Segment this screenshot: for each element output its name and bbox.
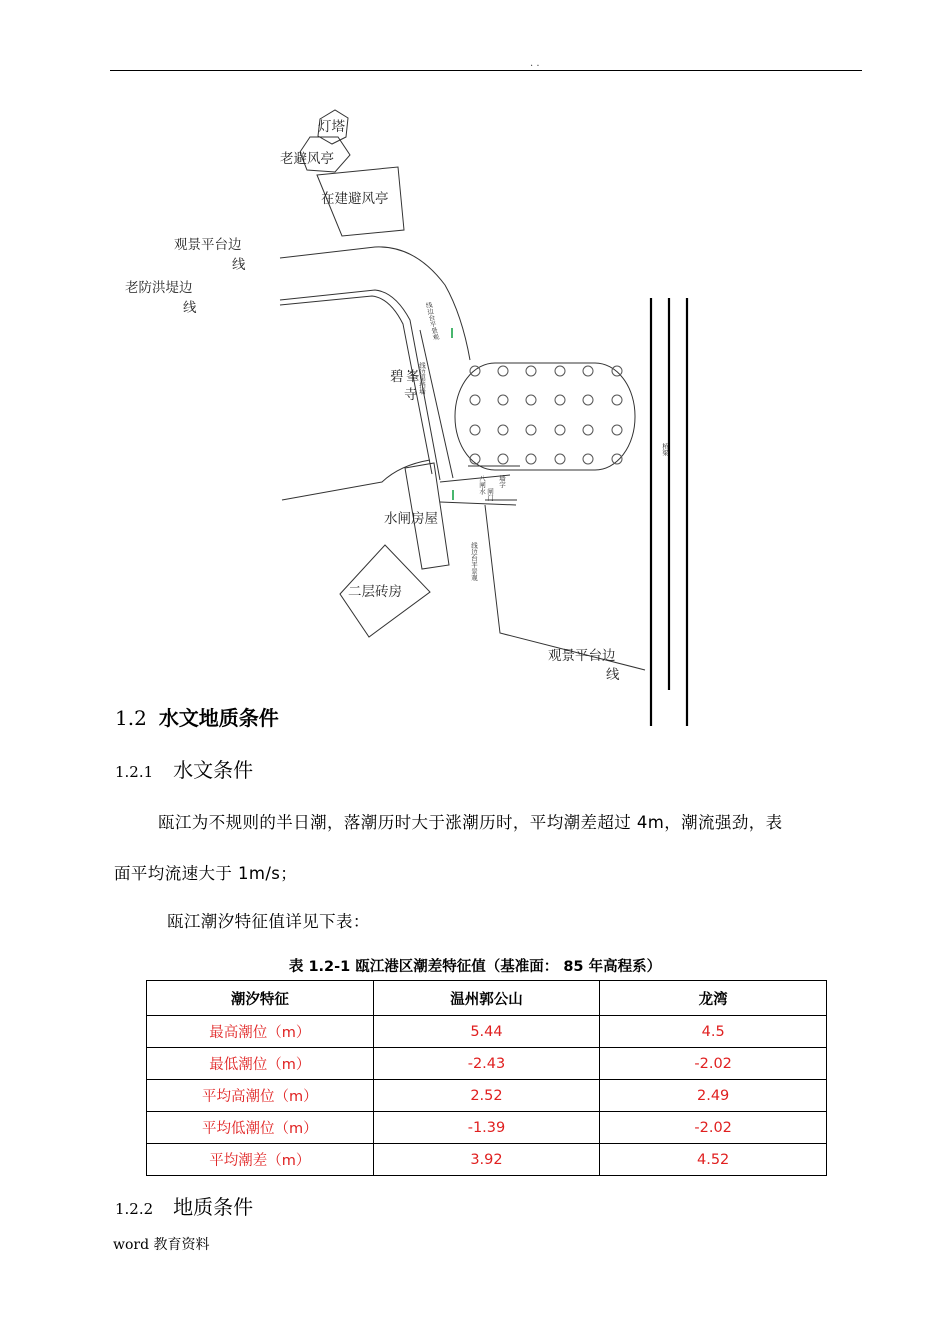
- table-cell: 4.5: [600, 1016, 827, 1048]
- platform-edge-upper: [280, 247, 470, 360]
- label-vertical-1: 线边台平景观: [424, 301, 441, 341]
- section-heading: [115, 702, 279, 731]
- subsection-heading-1: [115, 754, 253, 783]
- table-cell: -2.02: [600, 1048, 827, 1080]
- footer-text: word 教育资料: [113, 1237, 210, 1253]
- label-brick-house: 二层砖房: [348, 584, 402, 600]
- table-cell: 最低潮位（m）: [147, 1048, 374, 1080]
- old-dike-line: [280, 290, 440, 480]
- table-cell: 3.92: [373, 1144, 600, 1176]
- table-row: [147, 1144, 827, 1176]
- header-rule: [110, 70, 862, 71]
- table-cell: 4.52: [600, 1144, 827, 1176]
- label-platform-edge-2: 观景平台边: [548, 648, 616, 664]
- subsection-heading-2: [115, 1191, 253, 1220]
- table-cell: -2.43: [373, 1048, 600, 1080]
- platform-edge-lower: [485, 505, 645, 670]
- paragraph-2: 瓯江潮汐特征值详见下表：: [167, 912, 370, 931]
- section-number: 1.2: [115, 706, 147, 730]
- channel-line-4: [440, 502, 516, 505]
- table-header-row: [147, 981, 827, 1016]
- label-temple-3: 寺: [404, 387, 418, 403]
- table-row: [147, 1080, 827, 1112]
- label-vertical-6: 线边台平景观: [470, 542, 478, 581]
- label-old-dike-b: 线: [183, 300, 197, 316]
- table-row: [147, 1048, 827, 1080]
- tide-table: [146, 980, 827, 1176]
- table-cell: 2.52: [373, 1080, 600, 1112]
- pile-platform: [455, 363, 635, 470]
- paragraph-1-line-1: 瓯江为不规则的半日潮，落潮历时大于涨潮历时，平均潮差超过 4m，潮流强劲，表: [158, 813, 783, 832]
- channel-line: [420, 330, 453, 478]
- label-temple-1: 碧: [390, 369, 404, 385]
- label-vertical-3: 八闸水: [478, 475, 486, 495]
- table-cell: 2.49: [600, 1080, 827, 1112]
- label-lighthouse: 灯塔: [318, 119, 345, 135]
- label-temple-2: 峯: [406, 369, 420, 385]
- label-vertical-5: 闸门: [486, 488, 494, 501]
- table-cell: 平均潮差（m）: [147, 1144, 374, 1176]
- table-header-cell: 温州郭公山: [373, 981, 600, 1016]
- label-platform-edge-1b: 线: [232, 257, 246, 273]
- label-platform-edge-2b: 线: [606, 667, 620, 683]
- subsection-title-1: 水文条件: [173, 758, 254, 782]
- lower-dike-line: [282, 460, 430, 500]
- paragraph-1-line-2: 面平均流速大于 1m/s；: [114, 864, 298, 883]
- table-cell: 5.44: [373, 1016, 600, 1048]
- table-row: [147, 1016, 827, 1048]
- label-old-pavilion: 老避风亭: [280, 151, 334, 167]
- table-cell: -2.02: [600, 1112, 827, 1144]
- label-old-dike: 老防洪堤边: [125, 280, 193, 296]
- subsection-number-2: 1.2.2: [115, 1200, 154, 1218]
- old-dike-line-2: [280, 296, 432, 474]
- subsection-number-1: 1.2.1: [115, 763, 154, 781]
- table-cell: 平均低潮位（m）: [147, 1112, 374, 1144]
- label-new-pavilion: 在建避风亭: [321, 191, 389, 207]
- label-vertical-2: 线边渠挡墙: [418, 362, 426, 395]
- label-platform-edge-1: 观景平台边: [174, 237, 242, 253]
- table-header-cell: 潮汐特征: [147, 981, 374, 1016]
- table-row: [147, 1112, 827, 1144]
- header-mark: . .: [530, 58, 540, 69]
- table-header-cell: 龙湾: [600, 981, 827, 1016]
- table-caption: 表 1.2-1 瓯江港区潮差特征值（基准面： 85 年高程系）: [288, 959, 662, 975]
- section-title: 水文地质条件: [158, 706, 279, 730]
- table-cell: 平均高潮位（m）: [147, 1080, 374, 1112]
- table-cell: 最高潮位（m）: [147, 1016, 374, 1048]
- site-plan-diagram: [110, 100, 730, 730]
- label-vertical-4: 墙字: [498, 475, 506, 488]
- label-vertical-7: 桥梁: [661, 443, 669, 456]
- label-sluice-house: 水闸房屋: [384, 511, 438, 527]
- table-cell: -1.39: [373, 1112, 600, 1144]
- subsection-title-2: 地质条件: [173, 1195, 254, 1219]
- pile-grid: [470, 366, 622, 464]
